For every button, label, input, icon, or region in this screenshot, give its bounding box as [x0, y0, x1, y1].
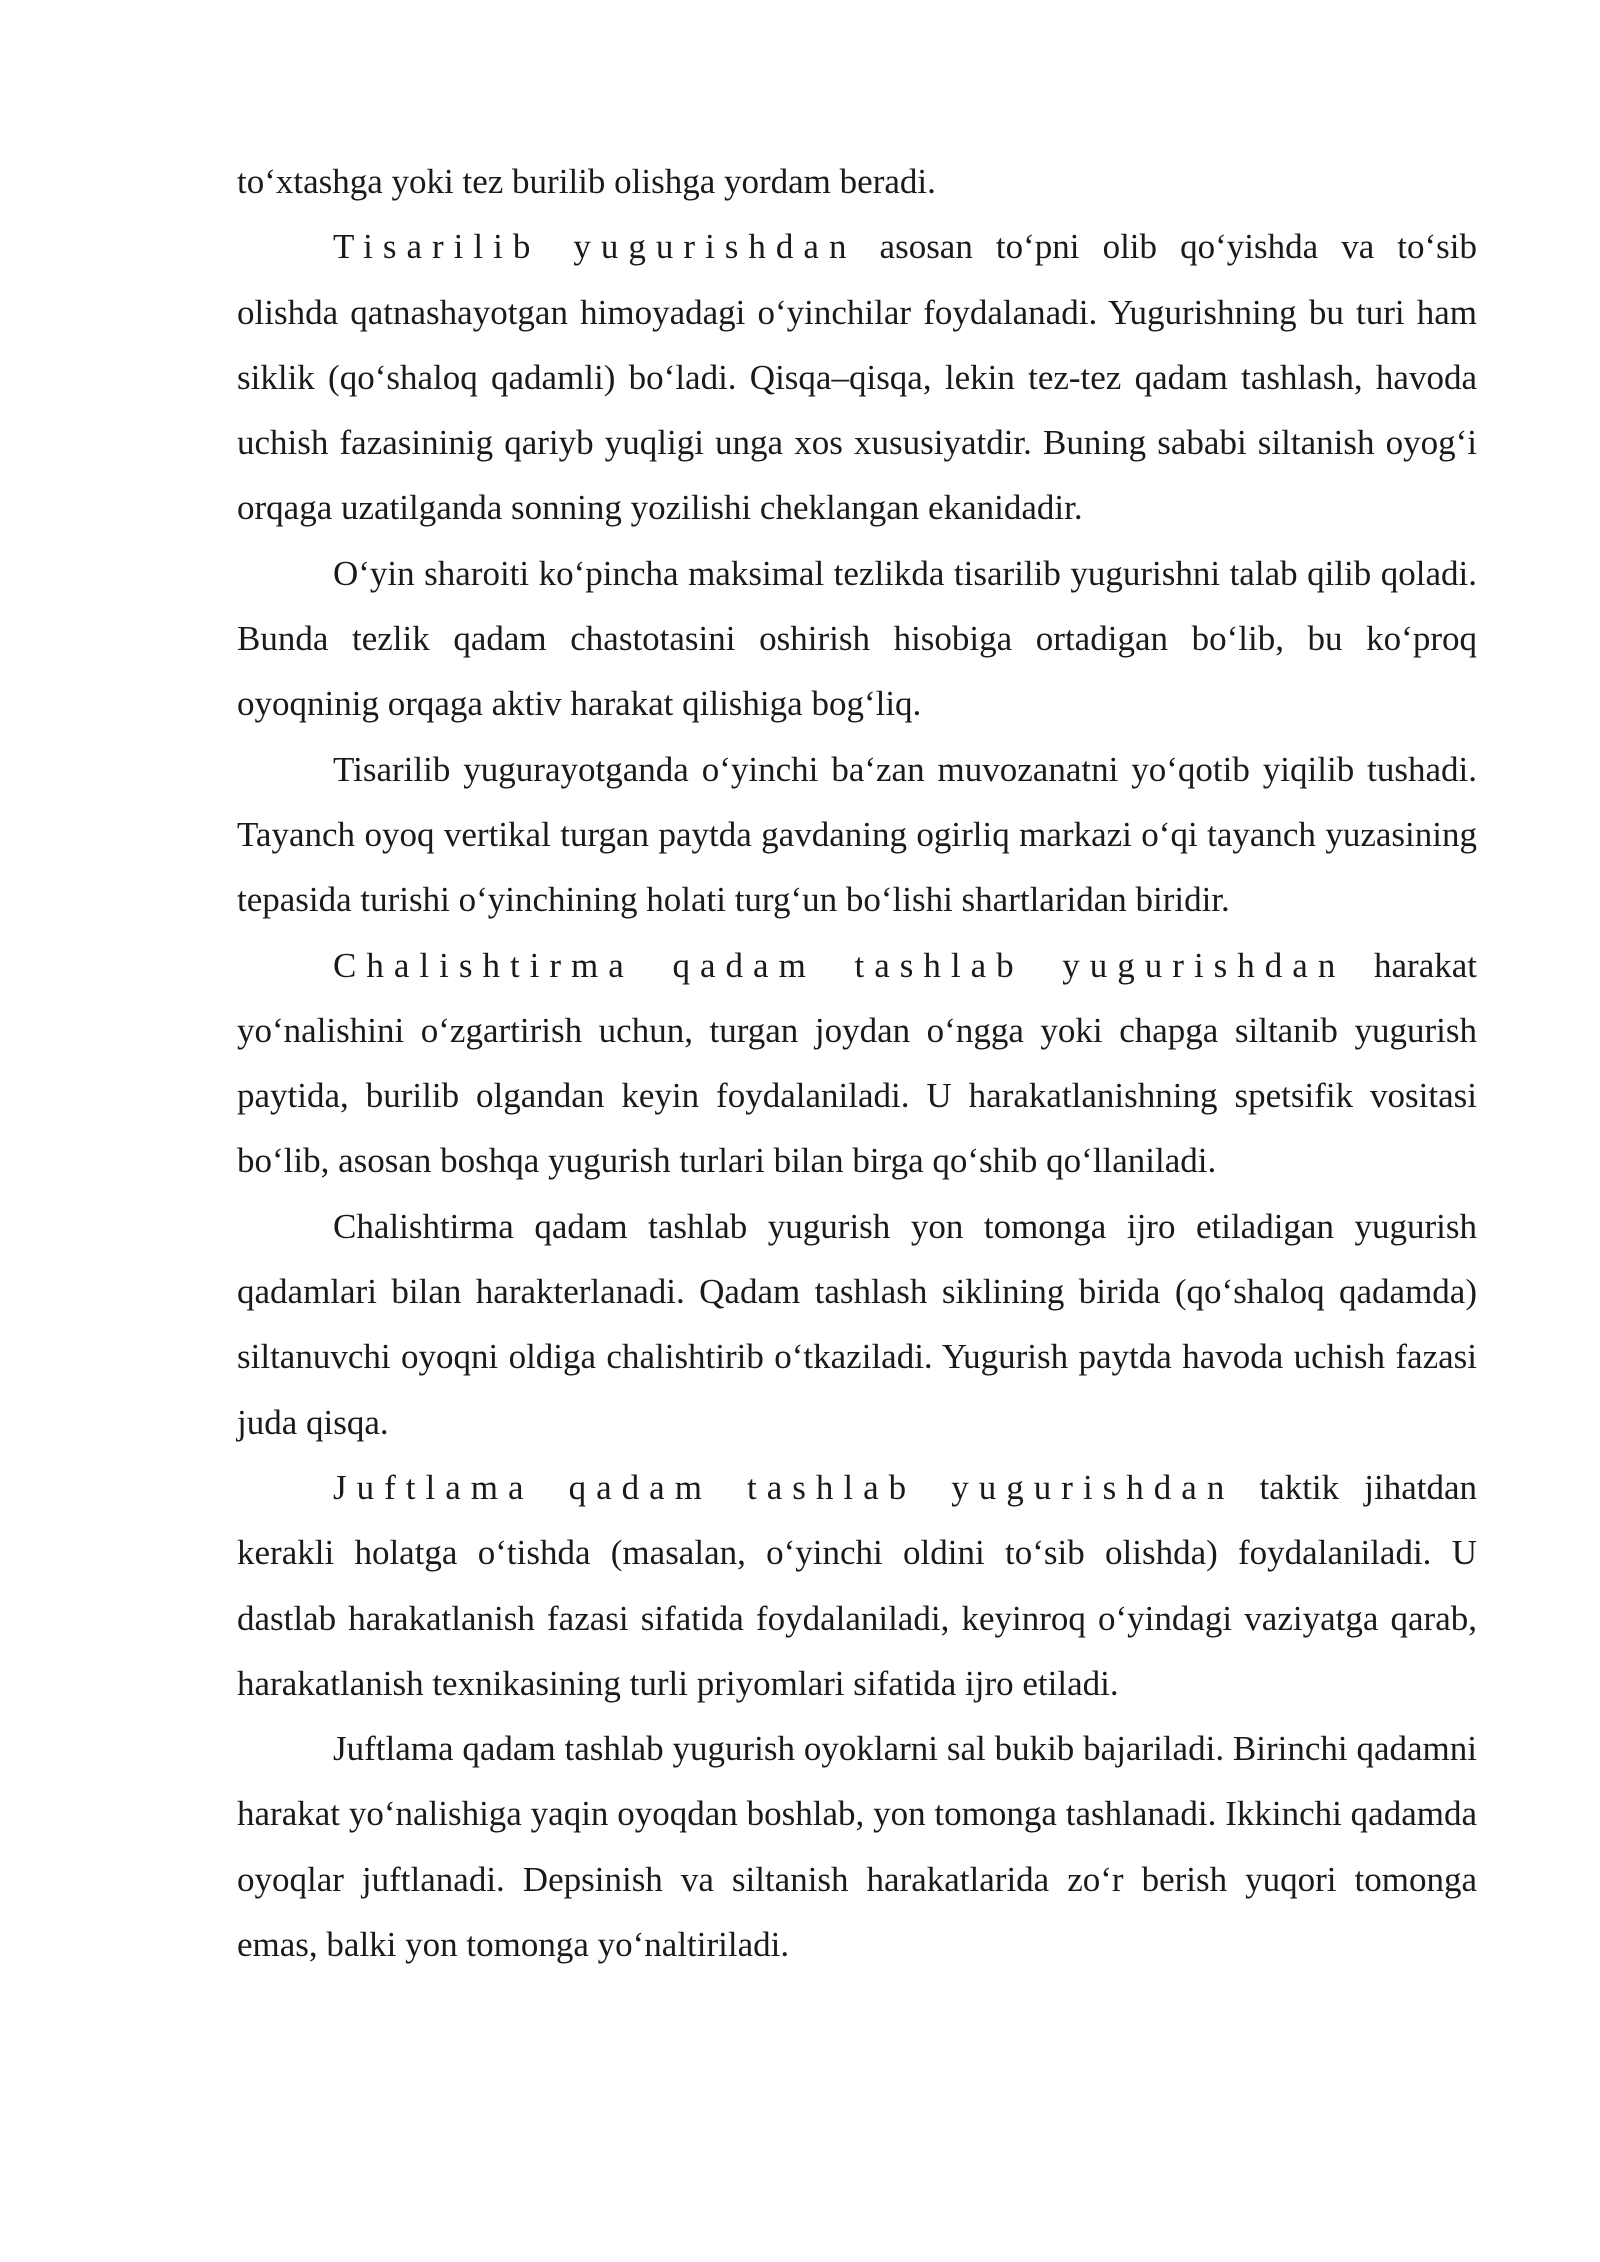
paragraph-term: Juftlama qadam tashlab yugurishdan [333, 1467, 1235, 1507]
paragraph-text: Juftlama qadam tashlab yugurish oyoklarni sal bukib bajariladi. Birinchi qadamni harakat yo‘nalishiga yaqin oyoqdan boshlab, yon tomonga tashlanadi. Ikkinchi qadamda oyoqlar juftlanadi. Depsinish va siltanish harakatlarida zo‘r berish yuqori tomonga emas, balki yon tomonga yo‘naltiriladi. [237, 1729, 1477, 1965]
paragraph-4 [237, 737, 1477, 933]
paragraph-text: harakat yo‘nalishini o‘zgartirish uchun, turgan joydan o‘ngga yoki chapga siltanib yugurish paytida, burilib olgandan keyin foydalaniladi. U harakatlanishning spetsifik vositasi bo‘lib, asosan boshqa yugurish turlari bilan birga qo‘shib qo‘llaniladi. [237, 945, 1477, 1181]
paragraph-7 [237, 1455, 1477, 1716]
paragraph-text: asosan to‘pni olib qo‘yishda va to‘sib olishda qatnashayotgan himoyadagi o‘yinchilar foydalanadi. Yugurishning bu turi ham siklik (qo‘shaloq qadamli) bo‘ladi. Qisqa–qisqa, lekin tez-tez qadam tashlash, havoda uchish fazasininig qariyb yuqligi unga xos xususiyatdir. Buning sababi siltanish oyog‘i orqaga uzatilganda sonning yozilishi cheklangan ekanidadir. [237, 227, 1478, 528]
paragraph-term: Tisarilib yugurishdan [333, 227, 857, 267]
paragraph-text: Chalishtirma qadam tashlab yugurish yon tomonga ijro etiladigan yugurish qadamlari bilan harakterlanadi. Qadam tashlash siklining birida (qo‘shaloq qadamda) siltanuvchi oyoqni oldiga chalishtirib o‘tkaziladi. Yugurish paytda havoda uchish fazasi juda qisqa. [237, 1206, 1477, 1442]
paragraph-1 [237, 149, 1477, 214]
paragraph-3 [237, 541, 1477, 737]
paragraph-text: taktik jihatdan kerakli holatga o‘tishda (masalan, o‘yinchi oldini to‘sib olishda) foydalaniladi. U dastlab harakatlanish fazasi sifatida foydalaniladi, keyinroq o‘yindagi vaziyatga qarab, harakatlanish texnikasining turli priyomlari sifatida ijro etiladi. [237, 1467, 1478, 1703]
paragraph-8 [237, 1716, 1477, 1977]
paragraph-term: Chalishtirma qadam tashlab yugurishdan [333, 945, 1346, 985]
paragraph-text: O‘yin sharoiti ko‘pincha maksimal tezlikda tisarilib yugurishni talab qilib qoladi. Bunda tezlik qadam chastotasini oshirish hisobiga ortadigan bo‘lib, bu ko‘proq oyoqninig orqaga aktiv harakat qilishiga bog‘liq. [237, 553, 1477, 724]
paragraph-5 [237, 933, 1477, 1194]
document-body [237, 149, 1477, 1977]
paragraph-text: to‘xtashga yoki tez burilib olishga yordam beradi. [237, 162, 936, 201]
paragraph-text: Tisarilib yugurayotganda o‘yinchi ba‘zan muvozanatni yo‘qotib yiqilib tushadi. Tayanch oyoq vertikal turgan paytda gavdaning ogirliq markazi o‘qi tayanch yuzasining tepasida turishi o‘yinchining holati turg‘un bo‘lishi shartlaridan biridir. [237, 749, 1477, 920]
paragraph-6 [237, 1194, 1477, 1455]
paragraph-2 [237, 214, 1477, 540]
